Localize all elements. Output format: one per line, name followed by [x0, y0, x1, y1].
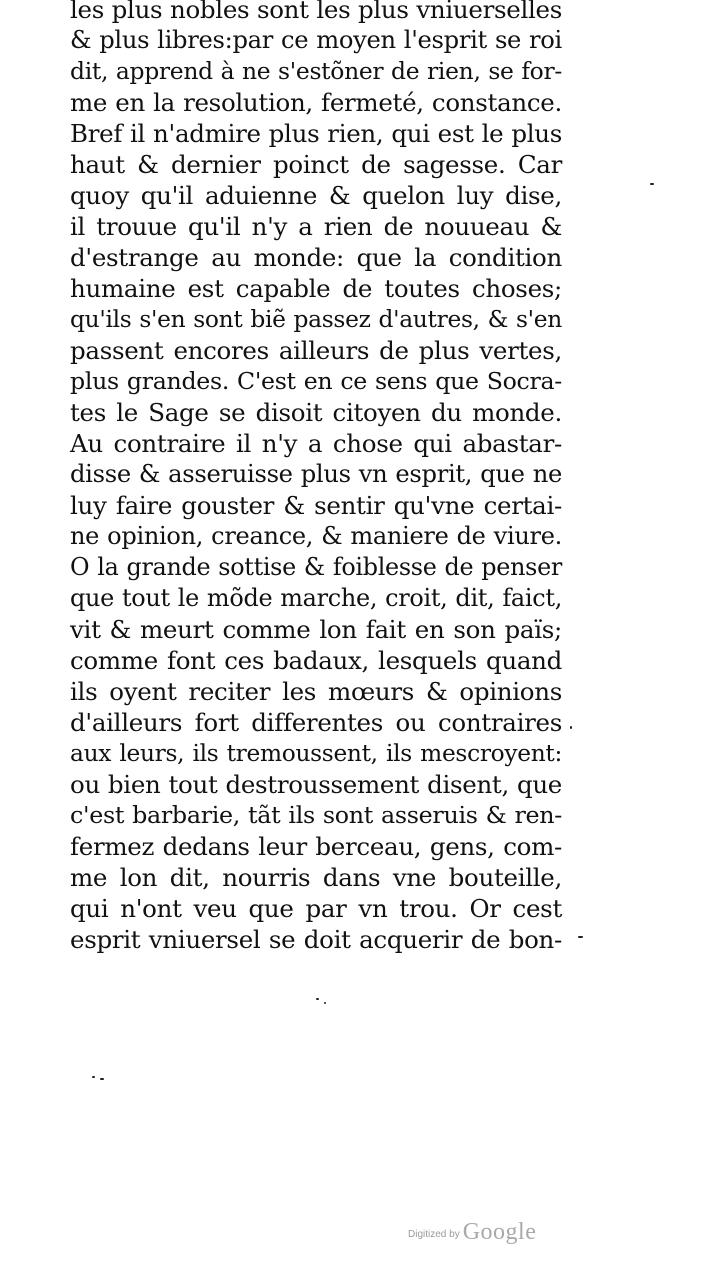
text-line: me en la resolution, fermeté, constance. — [70, 88, 562, 117]
page-text-block — [70, 0, 562, 955]
text-line: passent encores ailleurs de plus vertes, — [70, 336, 562, 365]
scan-speck — [100, 1078, 104, 1080]
scan-speck — [324, 1002, 326, 1004]
text-line: tes le Sage se disoit citoyen du monde. — [70, 398, 562, 427]
text-line: Bref il n'admire plus rien, qui est le plus — [70, 119, 562, 148]
text-line: qui n'ont veu que par vn trou. Or cest — [70, 894, 562, 923]
text-line: disse & asseruisse plus vn esprit, que ne — [70, 460, 562, 488]
text-line: dit, apprend à ne s'estõner de rien, se for- — [70, 57, 562, 85]
text-line: comme font ces badaux, lesquels quand — [70, 646, 562, 675]
text-line: c'est barbarie, tãt ils sont asseruis & ren- — [70, 801, 562, 829]
text-line: que tout le mõde marche, croit, dit, faict, — [70, 584, 562, 612]
text-line: me lon dit, nourris dans vne bouteille, — [70, 863, 562, 892]
text-line: vit & meurt comme lon fait en son païs; — [70, 615, 562, 644]
scan-speck — [570, 726, 572, 729]
watermark-google-logo: Google — [462, 1219, 537, 1245]
google-watermark — [408, 1212, 558, 1246]
text-line: & plus libres:par ce moyen l'esprit se roi — [70, 26, 562, 54]
text-line: haut & dernier poinct de sagesse. Car — [70, 150, 562, 179]
text-line: O la grande sottise & foiblesse de penser — [70, 553, 562, 581]
text-line: d'estrange au monde: que la condition — [70, 243, 562, 272]
text-line: humaine est capable de toutes choses; — [70, 274, 562, 303]
text-line: d'ailleurs fort differentes ou contraires — [70, 708, 562, 737]
text-line: les plus nobles sont les plus vniuerselles — [70, 0, 562, 24]
text-line: aux leurs, ils tremoussent, ils mescroyent: — [70, 740, 562, 767]
text-line: esprit vniuersel se doit acquerir de bon- — [70, 925, 562, 954]
scan-speck — [650, 183, 654, 185]
text-line: plus grandes. C'est en ce sens que Socra- — [70, 367, 562, 395]
scan-speck — [578, 936, 583, 938]
text-line: fermez dedans leur berceau, gens, com- — [70, 832, 562, 861]
text-line: ils oyent reciter les mœurs & opinions — [70, 677, 562, 706]
text-line: quoy qu'il aduienne & quelon luy dise, — [70, 181, 562, 210]
text-line: ou bien tout destroussement disent, que — [70, 770, 562, 799]
scan-speck — [316, 998, 319, 1000]
text-line: il trouue qu'il n'y a rien de nouueau & — [70, 212, 562, 241]
text-line: Au contraire il n'y a chose qui abastar- — [70, 429, 562, 458]
text-line: luy faire gouster & sentir qu'vne certai- — [70, 491, 562, 520]
scan-speck — [92, 1076, 95, 1078]
watermark-digitized-by: Digitized by — [408, 1229, 460, 1240]
text-line: ne opinion, creance, & maniere de viure. — [70, 522, 562, 550]
text-line: qu'ils s'en sont biẽ passez d'autres, & s'en — [70, 305, 562, 333]
